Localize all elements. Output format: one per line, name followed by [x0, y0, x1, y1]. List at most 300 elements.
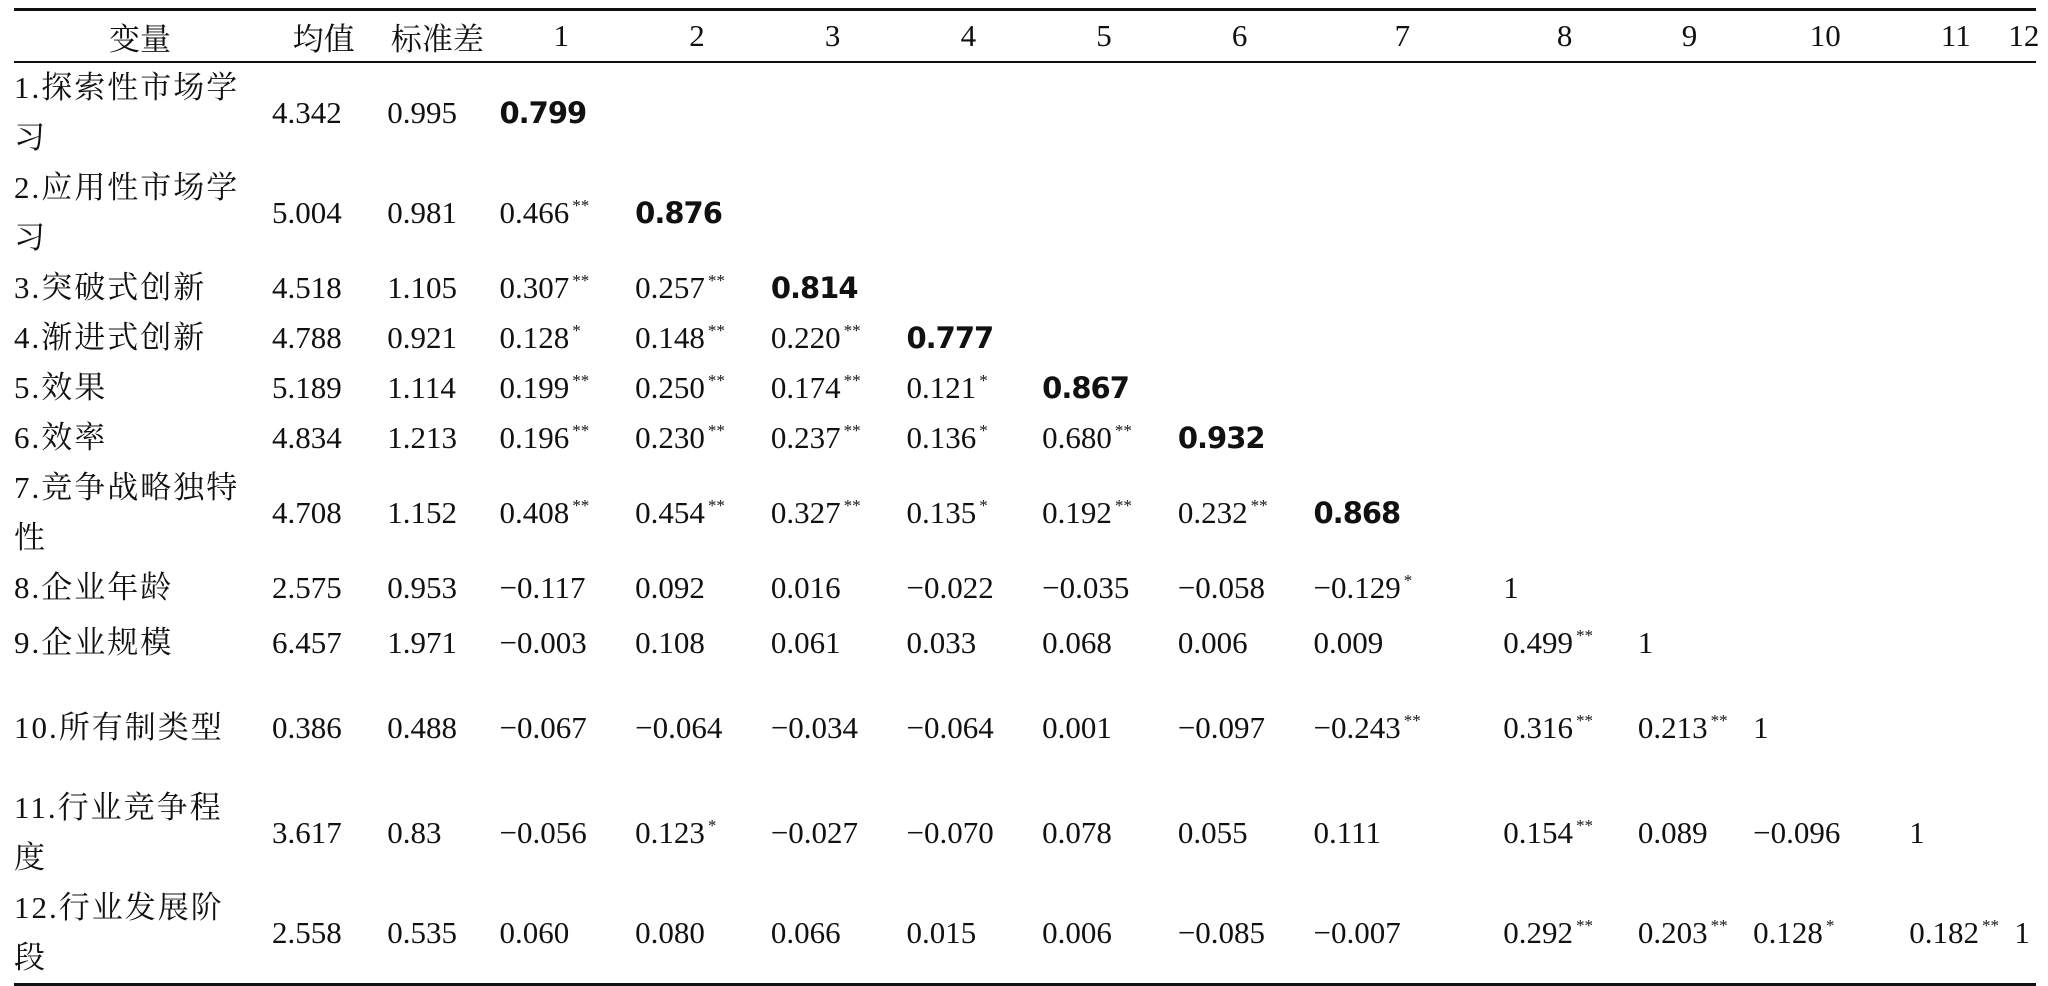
correlation-cell: [1036, 413, 1172, 463]
correlation-value: −0.117: [499, 570, 586, 605]
sd-cell: 1.213: [387, 420, 457, 455]
correlation-value: −0.129: [1313, 570, 1401, 605]
correlation-value: −0.067: [499, 710, 587, 745]
correlation-cell: [493, 413, 629, 463]
significance-marker: **: [707, 321, 725, 340]
correlation-cell: [1903, 463, 2008, 563]
correlation-cell: [629, 463, 765, 563]
correlation-value: 0.174: [770, 370, 841, 405]
correlation-cell: [629, 163, 765, 263]
header-col-2: 2: [689, 18, 705, 53]
correlation-value: 0.196: [499, 420, 570, 455]
correlation-cell: [1172, 313, 1308, 363]
correlation-cell: [1903, 163, 2008, 263]
header-row: [14, 10, 2036, 63]
correlation-value: 0.111: [1313, 815, 1381, 850]
correlation-cell: [1497, 163, 1632, 263]
correlation-cell: [2008, 883, 2036, 985]
correlation-cell: [2008, 563, 2036, 613]
correlation-cell: [900, 463, 1036, 563]
correlation-cell: [629, 613, 765, 673]
correlation-cell: [1172, 413, 1308, 463]
significance-marker: **: [1710, 711, 1728, 730]
correlation-cell: [1632, 62, 1747, 163]
correlation-cell: [1172, 163, 1308, 263]
correlation-cell: [493, 363, 629, 413]
correlation-cell: [1036, 163, 1172, 263]
significance-marker: **: [1403, 711, 1421, 730]
correlation-value: 0.192: [1042, 495, 1112, 530]
correlation-cell: [1172, 783, 1308, 883]
correlation-cell: [1308, 563, 1498, 613]
correlation-cell: [1497, 673, 1632, 783]
correlation-cell: [1036, 263, 1172, 313]
significance-marker: *: [979, 496, 988, 515]
variable-name-cell: 6.效率: [14, 420, 108, 455]
header-col-8: 8: [1556, 18, 1573, 53]
correlation-cell: [1632, 363, 1747, 413]
correlation-cell: [765, 363, 901, 413]
correlation-cell: [1632, 883, 1747, 985]
correlation-cell: [900, 313, 1036, 363]
correlation-cell: [1036, 62, 1172, 163]
correlation-value: 0.454: [635, 495, 705, 530]
correlation-cell: [1632, 563, 1747, 613]
correlation-value: 0.230: [635, 420, 705, 455]
reliability-value: 0.868: [1313, 496, 1401, 530]
variable-name-cell: 12.行业发展阶段: [14, 890, 224, 975]
header-variable: 变量: [108, 21, 171, 57]
correlation-value: 0.199: [499, 370, 570, 405]
correlation-cell: [493, 613, 629, 673]
correlation-value: −0.056: [499, 815, 587, 850]
correlation-value: 0.078: [1042, 815, 1112, 850]
significance-marker: **: [572, 421, 590, 440]
correlation-cell: [1747, 783, 1903, 883]
mean-cell: 2.575: [271, 570, 342, 605]
correlation-cell: [629, 563, 765, 613]
significance-marker: **: [1576, 916, 1593, 935]
header-mean: 均值: [292, 21, 355, 57]
correlation-cell: [900, 673, 1036, 783]
correlation-cell: [629, 62, 765, 163]
correlation-table: [14, 8, 2040, 986]
correlation-cell: [2008, 163, 2036, 263]
mean-cell: 2.558: [271, 915, 342, 950]
correlation-cell: [1747, 563, 1903, 613]
correlation-value: −0.097: [1177, 710, 1266, 745]
correlation-value: 0.089: [1637, 815, 1708, 850]
correlation-cell: [1632, 413, 1747, 463]
correlation-value: 0.080: [635, 915, 705, 950]
variable-name-cell: 7.竞争战略独特性: [14, 470, 240, 555]
significance-marker: **: [572, 371, 590, 390]
correlation-value: 0.307: [499, 270, 570, 305]
correlation-cell: [1036, 313, 1172, 363]
mean-cell: 3.617: [271, 815, 342, 850]
significance-marker: **: [1576, 711, 1593, 730]
correlation-value: 0.182: [1909, 915, 1979, 950]
correlation-value: 1: [1909, 815, 1925, 850]
mean-cell: 5.004: [271, 195, 342, 230]
correlation-value: 0.327: [770, 495, 841, 530]
correlation-cell: [2008, 613, 2036, 673]
correlation-cell: [1632, 313, 1747, 363]
reliability-value: 0.932: [1177, 421, 1265, 455]
correlation-cell: [1632, 783, 1747, 883]
correlation-cell: [2008, 313, 2036, 363]
header-col-7: 7: [1394, 18, 1411, 53]
correlation-value: 0.128: [499, 320, 570, 355]
sd-cell: 1.105: [387, 270, 457, 305]
correlation-cell: [1308, 163, 1498, 263]
header-col-11: 11: [1940, 18, 1971, 53]
sd-cell: 1.971: [387, 625, 457, 660]
header-col-3: 3: [824, 18, 841, 53]
correlation-value: −0.058: [1177, 570, 1266, 605]
correlation-value: 0.257: [635, 270, 705, 305]
correlation-cell: [493, 783, 629, 883]
correlation-cell: [1497, 883, 1632, 985]
correlation-cell: [765, 263, 901, 313]
correlation-cell: [1632, 163, 1747, 263]
table-row: [14, 463, 2036, 563]
correlation-cell: [629, 313, 765, 363]
correlation-value: 0.499: [1503, 625, 1573, 660]
correlation-cell: [1903, 62, 2008, 163]
correlation-value: 0.316: [1503, 710, 1573, 745]
correlation-cell: [493, 563, 629, 613]
correlation-cell: [1172, 613, 1308, 673]
correlation-cell: [1903, 883, 2008, 985]
reliability-value: 0.814: [770, 271, 858, 305]
correlation-value: 0.068: [1042, 625, 1112, 660]
mean-cell: 4.834: [271, 420, 342, 455]
variable-name-cell: 11.行业竞争程度: [14, 790, 223, 875]
correlation-value: −0.035: [1042, 570, 1130, 605]
correlation-cell: [900, 783, 1036, 883]
mean-cell: 0.386: [271, 710, 342, 745]
correlation-cell: [1308, 783, 1498, 883]
correlation-cell: [1903, 263, 2008, 313]
correlation-value: 0.148: [635, 320, 705, 355]
sd-cell: 0.981: [387, 195, 457, 230]
correlation-cell: [1497, 413, 1632, 463]
correlation-value: 1: [1753, 710, 1769, 745]
correlation-cell: [1747, 62, 1903, 163]
correlation-cell: [629, 783, 765, 883]
correlation-cell: [1903, 613, 2008, 673]
header-col-9: 9: [1681, 18, 1698, 53]
correlation-cell: [1036, 783, 1172, 883]
correlation-cell: [765, 563, 901, 613]
correlation-cell: [1497, 463, 1632, 563]
correlation-cell: [765, 413, 901, 463]
significance-marker: *: [1403, 571, 1413, 590]
correlation-value: 1: [1637, 625, 1654, 660]
correlation-cell: [1497, 363, 1632, 413]
correlation-cell: [1172, 563, 1308, 613]
correlation-value: −0.096: [1753, 815, 1841, 850]
correlation-cell: [1903, 563, 2008, 613]
correlation-cell: [629, 413, 765, 463]
correlation-value: 1: [2014, 915, 2030, 950]
correlation-cell: [1747, 313, 1903, 363]
significance-marker: **: [843, 371, 861, 390]
correlation-value: 0.121: [906, 370, 977, 405]
correlation-cell: [765, 62, 901, 163]
header-col-10: 10: [1809, 18, 1841, 53]
correlation-value: 0.006: [1042, 915, 1112, 950]
correlation-cell: [1172, 263, 1308, 313]
sd-cell: 0.953: [387, 570, 457, 605]
correlation-cell: [493, 62, 629, 163]
correlation-cell: [1497, 783, 1632, 883]
significance-marker: *: [979, 421, 988, 440]
correlation-cell: [629, 673, 765, 783]
correlation-value: 0.250: [635, 370, 705, 405]
correlation-value: −0.034: [770, 710, 859, 745]
significance-marker: **: [1982, 916, 1999, 935]
table-row: [14, 163, 2036, 263]
table-body: [14, 62, 2036, 985]
significance-marker: **: [707, 271, 725, 290]
table-row: [14, 883, 2036, 985]
significance-marker: **: [1114, 496, 1132, 515]
sd-cell: 1.152: [387, 495, 457, 530]
significance-marker: **: [572, 196, 590, 215]
correlation-cell: [1497, 62, 1632, 163]
variable-name-cell: 5.效果: [14, 370, 108, 405]
correlation-cell: [900, 163, 1036, 263]
header-col-12: 12: [2008, 18, 2040, 53]
significance-marker: **: [843, 321, 861, 340]
correlation-cell: [493, 263, 629, 313]
correlation-cell: [1632, 463, 1747, 563]
correlation-cell: [1172, 363, 1308, 413]
variable-name-cell: 1.探索性市场学习: [14, 70, 240, 155]
table-row: [14, 263, 2036, 313]
variable-name-cell: 2.应用性市场学习: [14, 170, 240, 255]
correlation-value: 0.292: [1503, 915, 1573, 950]
significance-marker: **: [1576, 626, 1593, 645]
significance-marker: *: [572, 321, 581, 340]
correlation-cell: [1036, 363, 1172, 413]
correlation-cell: [1903, 783, 2008, 883]
significance-marker: **: [572, 271, 590, 290]
correlation-value: 0.136: [906, 420, 977, 455]
header-col-1: 1: [553, 18, 570, 53]
correlation-cell: [629, 883, 765, 985]
significance-marker: **: [707, 496, 725, 515]
correlation-value: 0.128: [1753, 915, 1823, 950]
variable-name-cell: 10.所有制类型: [14, 710, 224, 745]
sd-cell: 0.921: [387, 320, 457, 355]
significance-marker: **: [1250, 496, 1268, 515]
correlation-cell: [1497, 313, 1632, 363]
significance-marker: **: [707, 421, 725, 440]
correlation-cell: [1747, 463, 1903, 563]
correlation-value: 0.213: [1637, 710, 1708, 745]
sd-cell: 0.535: [387, 915, 457, 950]
correlation-cell: [2008, 783, 2036, 883]
correlation-cell: [2008, 463, 2036, 563]
header-col-5: 5: [1096, 18, 1112, 53]
correlation-value: −0.022: [906, 570, 994, 605]
correlation-value: 0.061: [770, 625, 841, 660]
correlation-cell: [900, 62, 1036, 163]
correlation-value: 0.680: [1042, 420, 1112, 455]
correlation-value: −0.070: [906, 815, 994, 850]
correlation-cell: [2008, 413, 2036, 463]
correlation-cell: [1308, 673, 1498, 783]
significance-marker: *: [979, 371, 988, 390]
correlation-value: 0.135: [906, 495, 977, 530]
correlation-cell: [1308, 613, 1498, 673]
significance-marker: *: [707, 816, 717, 835]
correlation-cell: [1747, 163, 1903, 263]
correlation-cell: [900, 363, 1036, 413]
correlation-table-container: [14, 8, 2040, 986]
correlation-cell: [1308, 413, 1498, 463]
correlation-cell: [1747, 363, 1903, 413]
correlation-cell: [1036, 463, 1172, 563]
correlation-value: 0.001: [1042, 710, 1112, 745]
mean-cell: 4.788: [271, 320, 342, 355]
correlation-value: −0.085: [1177, 915, 1266, 950]
mean-cell: 4.342: [271, 95, 342, 130]
correlation-cell: [493, 463, 629, 563]
correlation-value: 0.006: [1177, 625, 1248, 660]
correlation-value: 0.033: [906, 625, 977, 660]
table-row: [14, 62, 2036, 163]
correlation-value: 0.016: [770, 570, 841, 605]
variable-name-cell: 9.企业规模: [14, 625, 174, 660]
correlation-cell: [493, 313, 629, 363]
correlation-cell: [493, 673, 629, 783]
correlation-value: 0.203: [1637, 915, 1708, 950]
significance-marker: *: [1825, 916, 1835, 935]
correlation-value: 0.092: [635, 570, 705, 605]
correlation-cell: [1308, 363, 1498, 413]
correlation-cell: [2008, 673, 2036, 783]
correlation-cell: [1747, 613, 1903, 673]
header-col-4: 4: [960, 18, 977, 53]
correlation-cell: [2008, 263, 2036, 313]
correlation-cell: [765, 463, 901, 563]
correlation-cell: [1308, 883, 1498, 985]
correlation-cell: [1903, 673, 2008, 783]
correlation-cell: [900, 613, 1036, 673]
correlation-value: 0.123: [635, 815, 705, 850]
correlation-value: −0.064: [635, 710, 723, 745]
correlation-value: 0.232: [1177, 495, 1248, 530]
table-row: [14, 673, 2036, 783]
mean-cell: 4.708: [271, 495, 342, 530]
correlation-cell: [900, 413, 1036, 463]
correlation-cell: [900, 563, 1036, 613]
correlation-value: −0.003: [499, 625, 587, 660]
correlation-cell: [1172, 883, 1308, 985]
reliability-value: 0.799: [499, 96, 587, 130]
correlation-cell: [1036, 613, 1172, 673]
significance-marker: **: [1114, 421, 1132, 440]
sd-cell: 0.83: [387, 815, 442, 850]
reliability-value: 0.876: [635, 196, 722, 230]
correlation-cell: [765, 613, 901, 673]
header-sd: 标准差: [390, 21, 484, 57]
correlation-cell: [1036, 673, 1172, 783]
significance-marker: **: [707, 371, 725, 390]
correlation-cell: [1903, 363, 2008, 413]
correlation-cell: [1903, 413, 2008, 463]
correlation-cell: [493, 163, 629, 263]
correlation-cell: [765, 673, 901, 783]
correlation-value: 0.220: [770, 320, 841, 355]
correlation-cell: [765, 883, 901, 985]
correlation-value: −0.243: [1313, 710, 1401, 745]
correlation-value: 0.237: [770, 420, 841, 455]
correlation-cell: [1747, 263, 1903, 313]
significance-marker: **: [843, 421, 861, 440]
significance-marker: **: [1576, 816, 1593, 835]
correlation-cell: [629, 263, 765, 313]
table-row: [14, 313, 2036, 363]
correlation-value: −0.007: [1313, 915, 1401, 950]
correlation-value: −0.064: [906, 710, 994, 745]
sd-cell: 0.995: [387, 95, 457, 130]
correlation-cell: [2008, 62, 2036, 163]
correlation-cell: [1172, 463, 1308, 563]
variable-name-cell: 3.突破式创新: [14, 270, 207, 305]
correlation-value: 0.466: [499, 195, 570, 230]
correlation-value: 0.408: [499, 495, 570, 530]
reliability-value: 0.867: [1042, 371, 1129, 405]
correlation-value: 0.060: [499, 915, 570, 950]
significance-marker: **: [572, 496, 590, 515]
correlation-cell: [1172, 62, 1308, 163]
header-col-6: 6: [1231, 18, 1248, 53]
table-row: [14, 783, 2036, 883]
correlation-cell: [1632, 263, 1747, 313]
correlation-cell: [2008, 363, 2036, 413]
correlation-value: 0.154: [1503, 815, 1573, 850]
correlation-cell: [1747, 413, 1903, 463]
table-row: [14, 563, 2036, 613]
correlation-cell: [1308, 263, 1498, 313]
sd-cell: 1.114: [387, 370, 456, 405]
mean-cell: 6.457: [271, 625, 342, 660]
table-row: [14, 363, 2036, 413]
mean-cell: 5.189: [271, 370, 342, 405]
sd-cell: 0.488: [387, 710, 457, 745]
correlation-cell: [1497, 613, 1632, 673]
correlation-value: 1: [1503, 570, 1519, 605]
correlation-cell: [1308, 62, 1498, 163]
variable-name-cell: 4.渐进式创新: [14, 320, 207, 355]
correlation-cell: [493, 883, 629, 985]
reliability-value: 0.777: [906, 321, 994, 355]
correlation-cell: [1632, 613, 1747, 673]
correlation-cell: [900, 883, 1036, 985]
mean-cell: 4.518: [271, 270, 342, 305]
correlation-value: −0.027: [770, 815, 859, 850]
correlation-cell: [1747, 883, 1903, 985]
correlation-cell: [1308, 313, 1498, 363]
correlation-value: 0.015: [906, 915, 977, 950]
correlation-value: 0.055: [1177, 815, 1248, 850]
correlation-value: 0.009: [1313, 625, 1384, 660]
